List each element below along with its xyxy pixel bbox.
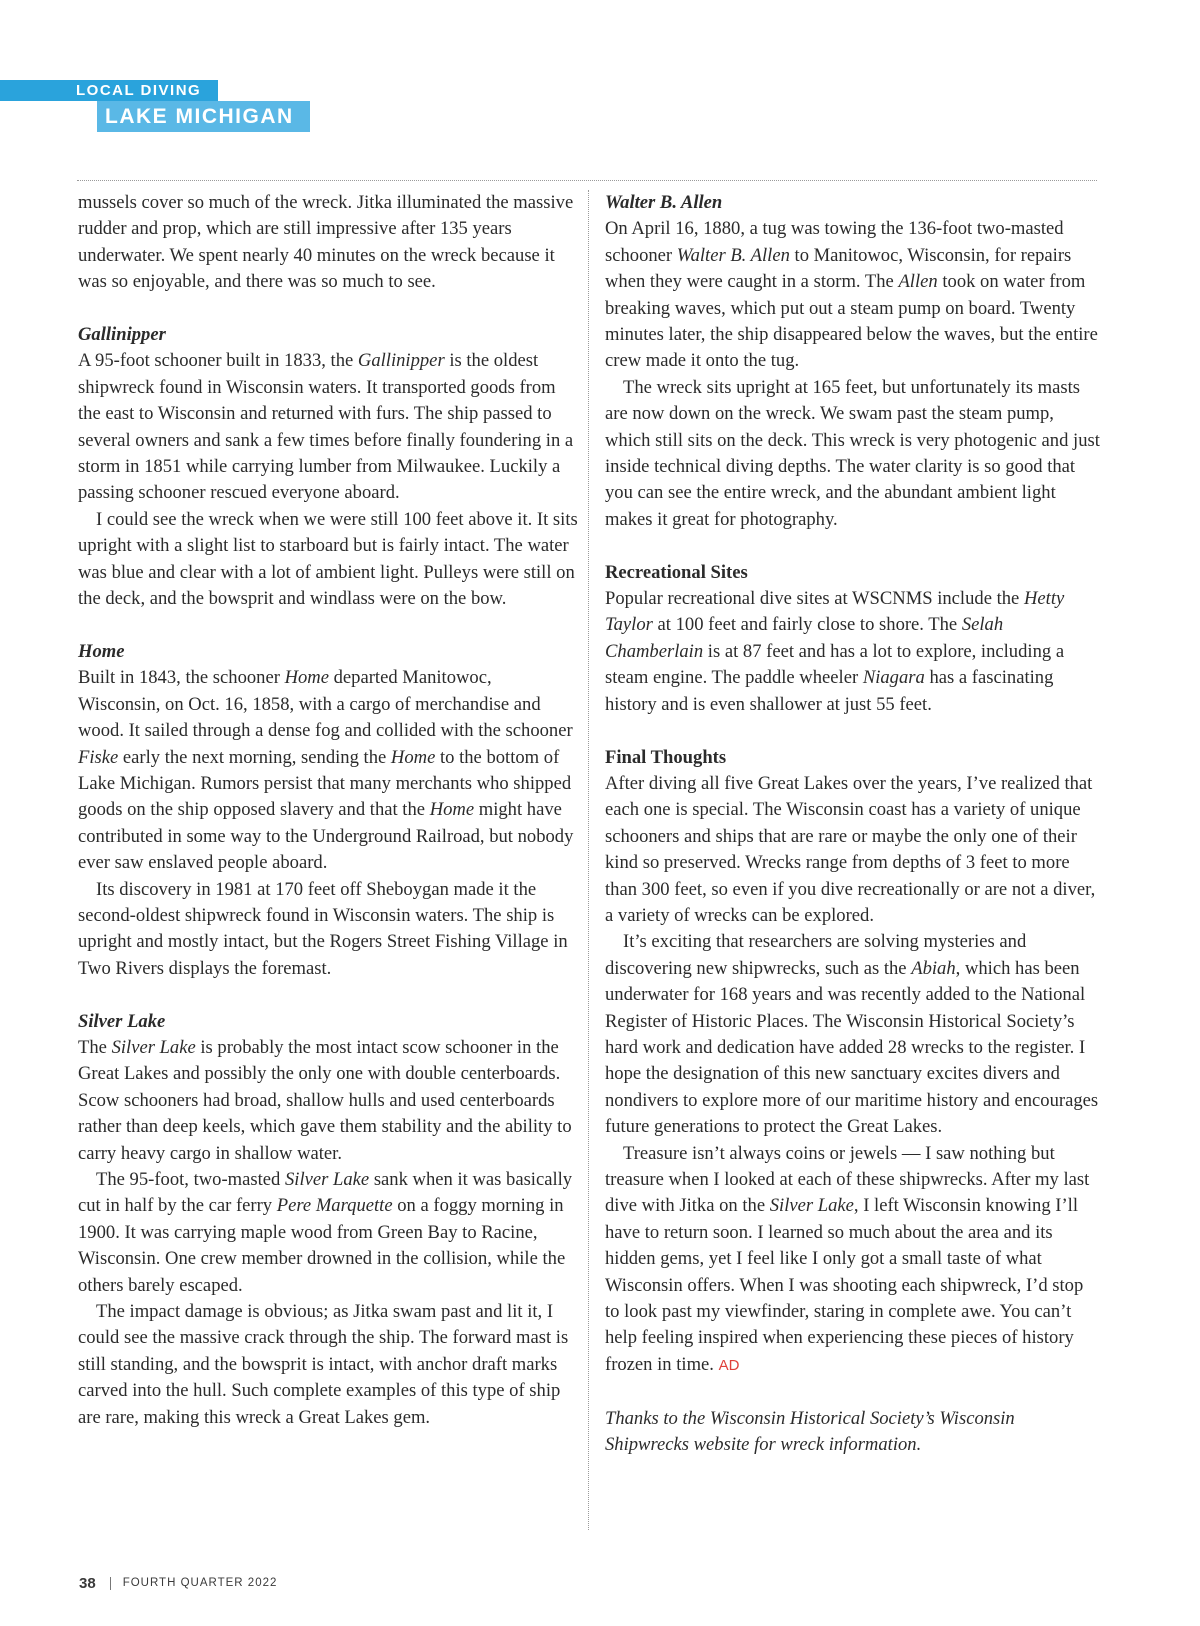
column-divider bbox=[588, 190, 589, 1530]
silver-lake-paragraph-3: The impact damage is obvious; as Jitka swam past and lit it, I could see the massive crack through the ship. The forward mast is still standing, and the bowsprit is intact, with anchor draft marks carved into the hull. Such complete examples of this type of ship are rare, making this wreck a Great Lakes gem. bbox=[78, 1301, 569, 1428]
final-thoughts-heading: Final Thoughts bbox=[605, 746, 727, 768]
home-paragraph-1: Built in 1843, the schooner Home departed Manitowoc, Wisconsin, on Oct. 16, 1858, with a cargo of merchandise and wood. It sailed through a dense fog and collided with the schooner Fiske early the next morning, sending the Home to the bottom of Lake Michigan. Rumors persist that many merchants who shipped goods on the ship opposed slavery and that the Home might have contributed in some way to the Underground Railroad, but nobody ever saw enslaved people aboard. bbox=[78, 667, 574, 874]
gallinipper-paragraph-2: I could see the wreck when we were still 100 feet above it. It sits upright with a slight list to starboard but is fairly intact. The water was blue and clear with a lot of ambient light. Pulleys were still on the deck, and the bowsprit and windlass were on the bow. bbox=[78, 508, 578, 610]
home-heading: Home bbox=[78, 640, 125, 662]
gallinipper-paragraph-1: A 95-foot schooner built in 1833, the Gallinipper is the oldest shipwreck found in Wisconsin waters. It transported goods from the east to Wisconsin and returned with furs. The ship passed to several owners and sank a few times before finally foundering in a storm in 1851 while carrying lumber from Milwaukee. Luckily a passing schooner rescued everyone aboard. bbox=[78, 350, 574, 504]
silver-lake-paragraph-1: The Silver Lake is probably the most intact scow schooner in the Great Lakes and possibly the only one with double centerboards. Scow schooners had broad, shallow hulls and used centerboards rather than deep keels, which gave them stability and the ability to carry heavy cargo in shallow water. bbox=[78, 1036, 572, 1164]
intro-paragraph: mussels cover so much of the wreck. Jitka illuminated the massive rudder and prop, which are still impressive after 135 years underwater. We spent nearly 40 minutes on the wreck because it was so enjoyable, and there was so much to see. bbox=[78, 192, 574, 293]
silver-lake-heading: Silver Lake bbox=[78, 1010, 166, 1032]
silver-lake-paragraph-2: The 95-foot, two-masted Silver Lake sank when it was basically cut in half by the car ferry Pere Marquette on a foggy morning in 1900. It was carrying maple wood from Green Bay to Racine, Wisconsin. One crew member drowned in the collision, while the others barely escaped. bbox=[78, 1168, 573, 1296]
page-footer bbox=[79, 1573, 277, 1593]
issue-label: FOURTH QUARTER 2022 bbox=[122, 1577, 278, 1589]
final-thoughts-paragraph-1: After diving all five Great Lakes over the years, I’ve realized that each one is special. The Wisconsin coast has a variety of unique schooners and ships that are rare or maybe the only one of their kind so preserved. Wrecks range from depths of 3 feet to more than 300 feet, so even if you dive recreationally or are not a diver, a variety of wrecks can be explored. bbox=[605, 772, 1096, 926]
final-thoughts-paragraph-2: It’s exciting that researchers are solving mysteries and discovering new shipwrecks, such as the Abiah, which has been underwater for 168 years and was recently added to the National Register of Historic Places. The Wisconsin Historical Society’s hard work and dedication have added 28 wrecks to the register. I hope the designation of this new sanctuary excites divers and nondivers to explore more of our maritime history and encourages future generations to protect the Great Lakes. bbox=[605, 931, 1099, 1138]
walter-allen-paragraph-2: The wreck sits upright at 165 feet, but unfortunately its masts are now down on the wreck. We swam past the steam pump, which still sits on the deck. This wreck is very photogenic and just inside technical diving depths. The water clarity is so good that you can see the entire wreck, and the abundant ambient light makes it great for photography. bbox=[605, 376, 1100, 530]
credit-note: Thanks to the Wisconsin Historical Society’s Wisconsin Shipwrecks website for wreck information. bbox=[605, 1407, 1015, 1456]
walter-allen-paragraph-1: On April 16, 1880, a tug was towing the 136-foot two-masted schooner Walter B. Allen to Manitowoc, Wisconsin, for repairs when they were caught in a storm. The Allen took on water from breaking waves, which put out a steam pump on board. Twenty minutes later, the ship disappeared below the waves, but the entire crew made it onto the tug. bbox=[605, 218, 1098, 372]
walter-allen-heading: Walter B. Allen bbox=[605, 192, 723, 213]
end-mark: AD bbox=[718, 1356, 740, 1374]
section-label: LOCAL DIVING bbox=[76, 82, 202, 99]
header-divider bbox=[77, 180, 1097, 181]
footer-separator bbox=[110, 1577, 111, 1590]
right-column bbox=[605, 190, 1100, 1458]
subsection-label: LAKE MICHIGAN bbox=[97, 101, 310, 132]
gallinipper-heading: Gallinipper bbox=[78, 324, 166, 346]
final-thoughts-paragraph-3: Treasure isn’t always coins or jewels — I saw nothing but treasure when I looked at each of these shipwrecks. After my last dive with Jitka on the Silver Lake, I left Wisconsin knowing I’ll have to return soon. I learned so much about the area and its hidden gems, yet I feel like I only got a small taste of what Wisconsin offers. When I was shooting each shipwreck, I’d stop to look past my viewfinder, staring in complete awe. You can’t help feeling inspired when experiencing these pieces of history frozen in time. AD bbox=[605, 1142, 1090, 1375]
recreational-sites-paragraph: Popular recreational dive sites at WSCNMS include the Hetty Taylor at 100 feet and fairly close to shore. The Selah Chamberlain is at 87 feet and has a lot to explore, including a steam engine. The paddle wheeler Niagara has a fascinating history and is even shallower at just 55 feet. bbox=[605, 588, 1065, 715]
home-paragraph-2: Its discovery in 1981 at 170 feet off Sheboygan made it the second-oldest shipwreck found in Wisconsin waters. The ship is upright and mostly intact, but the Rogers Street Fishing Village in Two Rivers displays the foremast. bbox=[78, 878, 568, 979]
page-number: 38 bbox=[79, 1574, 96, 1592]
left-column bbox=[78, 190, 578, 1431]
recreational-sites-heading: Recreational Sites bbox=[605, 561, 748, 583]
